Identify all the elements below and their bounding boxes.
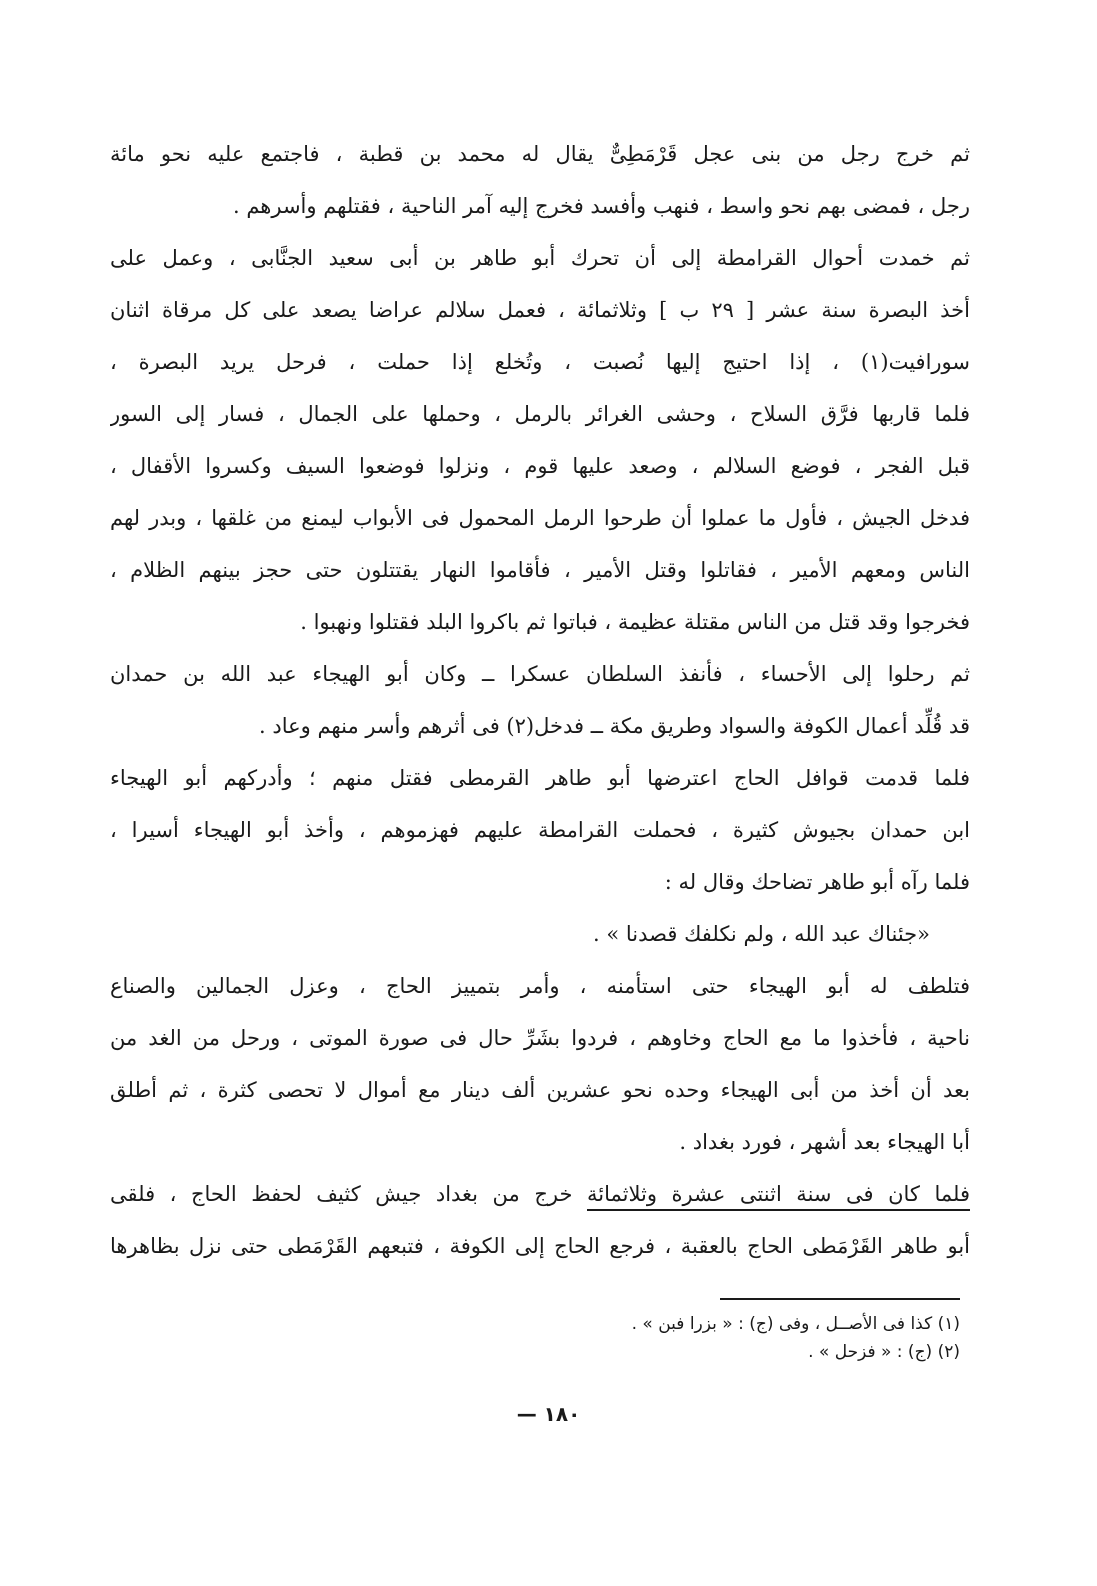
text-line: فلما قدمت قوافل الحاج اعترضها أبو طاهر القرمطى فقتل منهم ؛ وأدركهم أبو الهيجاء <box>110 766 970 790</box>
text-line: ناحية ، فأخذوا ما مع الحاج وخاوهم ، فردوا بشَرِّ حال فى صورة الموتى ، ورحل من الغد من <box>110 1026 970 1050</box>
paragraph-4 <box>110 752 970 908</box>
footnotes <box>440 1310 960 1366</box>
text-line: ثم خرج رجل من بنى عجل قَرْمَطِىٌّ يقال له محمد بن قطبة ، فاجتمع عليه نحو مائة <box>110 142 970 166</box>
page-number: ١٨٠ — <box>516 1402 581 1426</box>
text-line: أبا الهيجاء بعد أشهر ، فورد بغداد . <box>679 1130 970 1154</box>
text-line: ثم رحلوا إلى الأحساء ، فأنفذ السلطان عسكرا ــ وكان أبو الهيجاء عبد الله بن حمدان <box>110 662 970 686</box>
text-line: الناس ومعهم الأمير ، فقاتلوا وقتل الأمير ، فأقاموا النهار يقتتلون حتى حجز بينهم الظلام ، <box>110 558 970 582</box>
paragraph-6 <box>110 1168 970 1272</box>
text-line: سورافيت(١) ، إذا احتيج إليها نُصبت ، وتُخلع إذا حملت ، فرحل يريد البصرة ، <box>110 350 970 374</box>
footnote-2: (٢) (ج) : « فزحل » . <box>808 1342 960 1362</box>
line-remainder: خرج من بغداد جيش كثيف لحفظ الحاج ، فلقى <box>110 1182 587 1206</box>
text-line: قد قُلِّد أعمال الكوفة والسواد وطريق مكة ــ فدخل(٢) فى أثرهم وأسر منهم وعاد . <box>259 714 970 738</box>
paragraph-2 <box>110 232 970 648</box>
footnote-divider <box>720 1298 960 1300</box>
text-line: ابن حمدان بجيوش كثيرة ، فحملت القرامطة عليهم فهزموهم ، وأخذ أبو الهيجاء أسيرا ، <box>110 818 970 842</box>
underlined-phrase: فلما كان فى سنة اثنتى عشرة وثلاثمائة <box>587 1182 970 1206</box>
text-line: فدخل الجيش ، فأول ما عملوا أن طرحوا الرمل المحمول فى الأبواب ليمنع من غلقها ، وبدر لهم <box>110 506 970 530</box>
paragraph-3 <box>110 648 970 752</box>
text-line: ثم خمدت أحوال القرامطة إلى أن تحرك أبو طاهر بن أبى سعيد الجنَّابى ، وعمل على <box>110 246 970 270</box>
text-line: فلما قاربها فرَّق السلاح ، وحشى الغرائر بالرمل ، وحملها على الجمال ، فسار إلى السور <box>110 402 970 426</box>
text-line: قبل الفجر ، فوضع السلالم ، وصعد عليها قوم ، ونزلوا فوضعوا السيف وكسروا الأقفال ، <box>110 454 970 478</box>
text-line: رجل ، فمضى بهم نحو واسط ، فنهب وأفسد فخرج إليه آمر الناحية ، فقتلهم وأسرهم . <box>232 194 970 218</box>
text-line: فتلطف له أبو الهيجاء حتى استأمنه ، وأمر بتمييز الحاج ، وعزل الجمالين والصناع <box>110 974 970 998</box>
text-line-underlined <box>110 1168 970 1220</box>
text-line: فخرجوا وقد قتل من الناس مقتلة عظيمة ، فباتوا ثم باكروا البلد فقتلوا ونهبوا . <box>300 610 970 634</box>
paragraph-1 <box>110 128 970 232</box>
text-line: فلما رآه أبو طاهر تضاحك وقال له : <box>664 870 970 894</box>
quoted-line: «جئناك عبد الله ، ولم نكلفك قصدنا » . <box>593 922 930 946</box>
text-line: أخذ البصرة سنة عشر [ ٢٩ ب ] وثلاثمائة ، فعمل سلالم عراضا يصعد على كل مرقاة اثنان <box>110 298 970 322</box>
paragraph-5 <box>110 960 970 1168</box>
page-body <box>110 128 970 1272</box>
text-line: بعد أن أخذ من أبى الهيجاء وحده نحو عشرين ألف دينار مع أموال لا تحصى كثرة ، ثم أطلق <box>110 1078 970 1102</box>
quotation <box>110 908 970 960</box>
footnote-1: (١) كذا فى الأصــل ، وفى (ج) : « بزرا فبن » . <box>631 1314 960 1334</box>
text-line: أبو طاهر القَرْمَطى الحاج بالعقبة ، فرجع الحاج إلى الكوفة ، فتبعهم القَرْمَطى حتى نزل بظاهرها <box>110 1234 970 1258</box>
